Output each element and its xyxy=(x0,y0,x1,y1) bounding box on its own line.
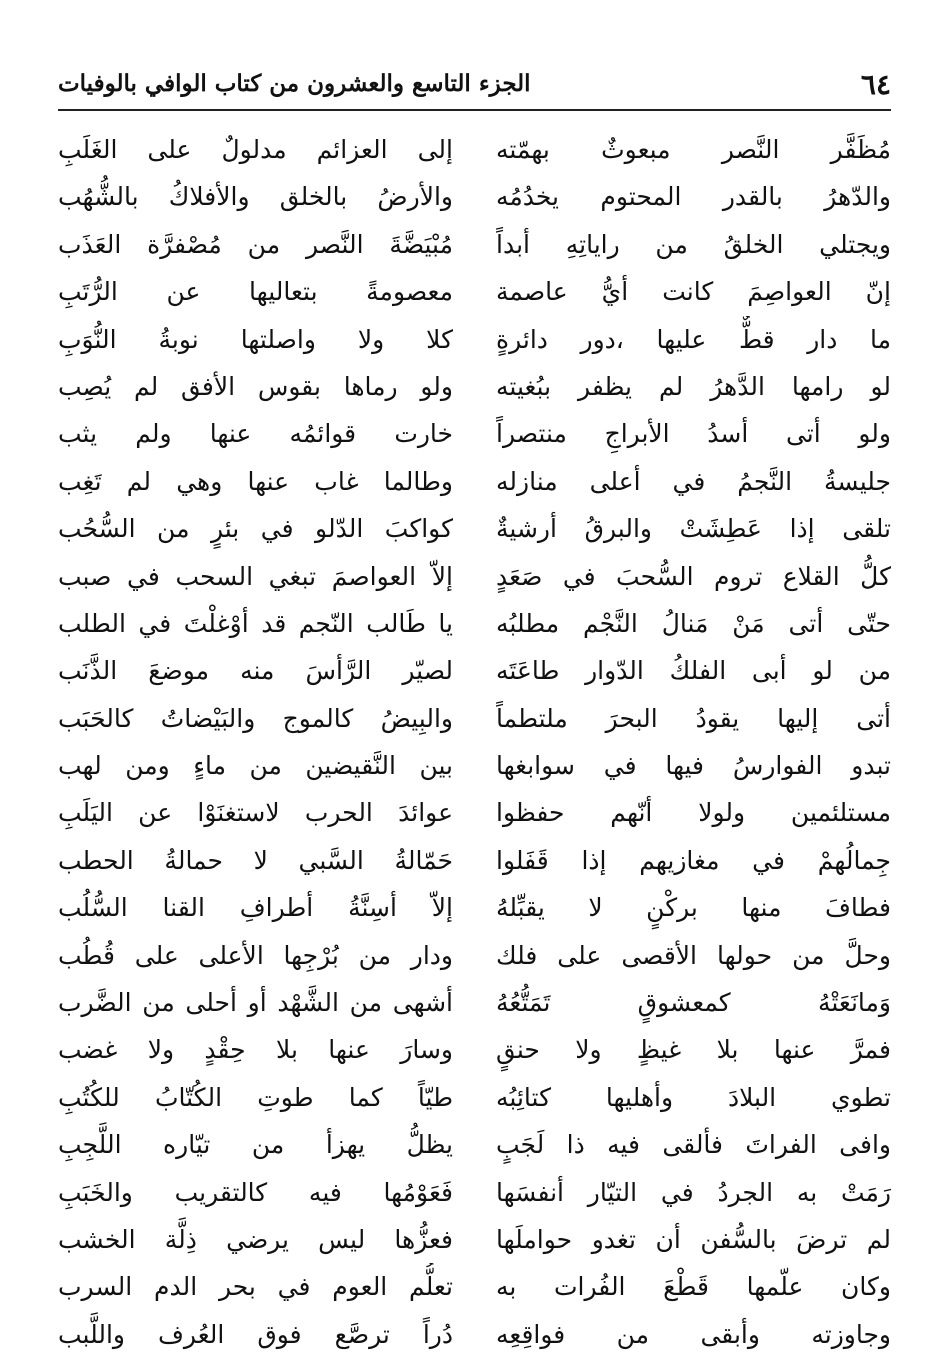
verse-hemistich: من لو أبى الفلكُ الدّوار طاعَتَه xyxy=(496,656,891,686)
verse-hemistich: لصيّر الرَّأسَ منه موضعَ الذَّنَب xyxy=(58,656,453,686)
verse-hemistich: مستلئمين ولولا أنّهم حفظوا xyxy=(496,798,891,828)
verse-hemistich: وَمانَعَتْهُ كمعشوقٍ تَمَتُّعُهُ xyxy=(496,988,891,1018)
verse-hemistich: وسارَ عنها بلا حِقْدٍ ولا غضب xyxy=(58,1035,453,1065)
verse-hemistich: دُراً ترصَّع فوق العُرف واللَّبب xyxy=(58,1319,453,1349)
verse-hemistich: إلى العزائم مدلولٌ على الغَلَبِ xyxy=(58,135,453,164)
verse-hemistich: خارت قوائمُه عنها ولم يثب xyxy=(58,419,453,449)
verse-hemistich: فمرَّ عنها بلا غيظٍ ولا حنقٍ xyxy=(496,1035,891,1065)
verse-hemistich: جِمالُهمْ في مغازيهم إذا قَفَلوا xyxy=(496,845,891,875)
verse-hemistich: أتى إليها يقودُ البحرَ ملتطماً xyxy=(496,703,891,733)
verse-hemistich: وطالما غاب عنها وهي لم تَغِب xyxy=(58,466,453,496)
verse-hemistich: فطافَ منها بركْنٍ لا يقبِّلهُ xyxy=(496,893,891,923)
verse-hemistich: مُبْيَضَّةَ النَّصر من مُصْفرَّة العَذَب xyxy=(58,229,453,259)
verse-hemistich: وكان علّمها قَطْعَ الفُرات به xyxy=(496,1272,891,1302)
verse-hemistich: عوائدَ الحرب لاستغنَوْا عن اليَلَبِ xyxy=(58,798,453,828)
verse-hemistich: وجاوزته وأبقى من فواقِعِه xyxy=(496,1319,891,1349)
verse-hemistich: يظلُّ يهزأ من تيّاره اللَّجِبِ xyxy=(58,1130,453,1160)
header-divider xyxy=(58,109,891,111)
verse-hemistich: لو رامها الدَّهرُ لم يظفر ببُغيته xyxy=(496,371,891,401)
right-hemistich-column xyxy=(496,126,891,1358)
verse-hemistich: معصومةً بتعاليها عن الرُّتَبِ xyxy=(58,277,453,307)
verse-hemistich: رَمَتْ به الجردُ في التيّار أنفسَها xyxy=(496,1177,891,1207)
running-title: الجزء التاسع والعشرون من كتاب الوافي بالوفيات xyxy=(58,70,531,97)
verse-hemistich: تعلُّم العوم في بحر الدم السرب xyxy=(58,1272,453,1302)
page-header xyxy=(58,60,891,110)
verse-hemistich: مُظَفَّر النَّصر مبعوثٌ بهمّته xyxy=(496,135,891,164)
verse-hemistich: كلُّ القلاع تروم السُّحبَ في صَعَدٍ xyxy=(496,561,891,591)
verse-hemistich: فعزُّها ليس يرضي ذِلَّة الخشب xyxy=(58,1224,453,1254)
verse-hemistich: لم ترضَ بالسُّفن أن تغدو حواملَها xyxy=(496,1224,891,1254)
verse-hemistich: ويجتلي الخلقُ من راياتِهِ أبداً xyxy=(496,229,891,259)
verse-hemistich: حَمّالةُ السَّبي لا حمالةُ الحطب xyxy=(58,845,453,875)
verse-hemistich: أشهى من الشَّهْد أو أحلى من الضَّرب xyxy=(58,988,453,1018)
verse-hemistich: يا طَالب النّجم قد أوْغلْتَ في الطلب xyxy=(58,608,453,638)
verse-hemistich: كواكبَ الدّلو في بئرٍ من السُّحُب xyxy=(58,514,453,544)
verse-hemistich: والبِيضُ كالموج والبَيْضاتُ كالحَبَب xyxy=(58,703,453,733)
verse-hemistich: وحلَّ من حولها الأقصى على فلك xyxy=(496,940,891,970)
verse-hemistich: تطوي البلادَ وأهليها كتائِبُه xyxy=(496,1082,891,1112)
verse-hemistich: إلاّ العواصمَ تبغي السحب في صبب xyxy=(58,561,453,591)
verse-hemistich: تبدو الفوارسُ فيها في سوابغها xyxy=(496,751,891,781)
verse-hemistich: والأرضُ بالخلق والأفلاكُ بالشُّهُب xyxy=(58,182,453,212)
verse-hemistich: إلاّ أسِنَّةُ أطرافِ القنا السُّلُب xyxy=(58,893,453,923)
verse-hemistich: ما دار قطٌّ عليها ،دور دائرةٍ xyxy=(496,324,891,354)
verse-hemistich: وافى الفراتَ فألقى فيه ذا لَجَبٍ xyxy=(496,1130,891,1160)
verse-hemistich: إنّ العواصِمَ كانت أيُّ عاصمة xyxy=(496,277,891,307)
page-number: ٦٤ xyxy=(860,68,891,101)
verse-hemistich: حتّى أتى مَنْ مَنالُ النَّجْم مطلبُه xyxy=(496,608,891,638)
verse-hemistich: فَعَوْمُها فيه كالتقريب والخَبَبِ xyxy=(58,1177,453,1207)
verse-hemistich: جليسةُ النَّجمُ في أعلى منازله xyxy=(496,466,891,496)
verse-hemistich: ودار من بُرْجِها الأعلى على قُطُب xyxy=(58,940,453,970)
left-hemistich-column xyxy=(58,126,453,1358)
verse-hemistich: ولو أتى أسدُ الأبراجِ منتصراً xyxy=(496,419,891,449)
verse-hemistich: طيّاً كما طوتِ الكُتّابُ للكُتُبِ xyxy=(58,1082,453,1112)
verse-hemistich: ولو رماها بقوس الأفق لم يُصِب xyxy=(58,371,453,401)
verse-hemistich: تلقى إذا عَطِشَتْ والبرقُ أرشيةٌ xyxy=(496,514,891,544)
verse-hemistich: والدّهرُ بالقدر المحتوم يخدُمُه xyxy=(496,182,891,212)
verse-hemistich: كلا ولا واصلتها نوبةُ النُّوَبِ xyxy=(58,324,453,354)
verse-hemistich: بين النَّقيضين من ماءٍ ومن لهب xyxy=(58,751,453,781)
